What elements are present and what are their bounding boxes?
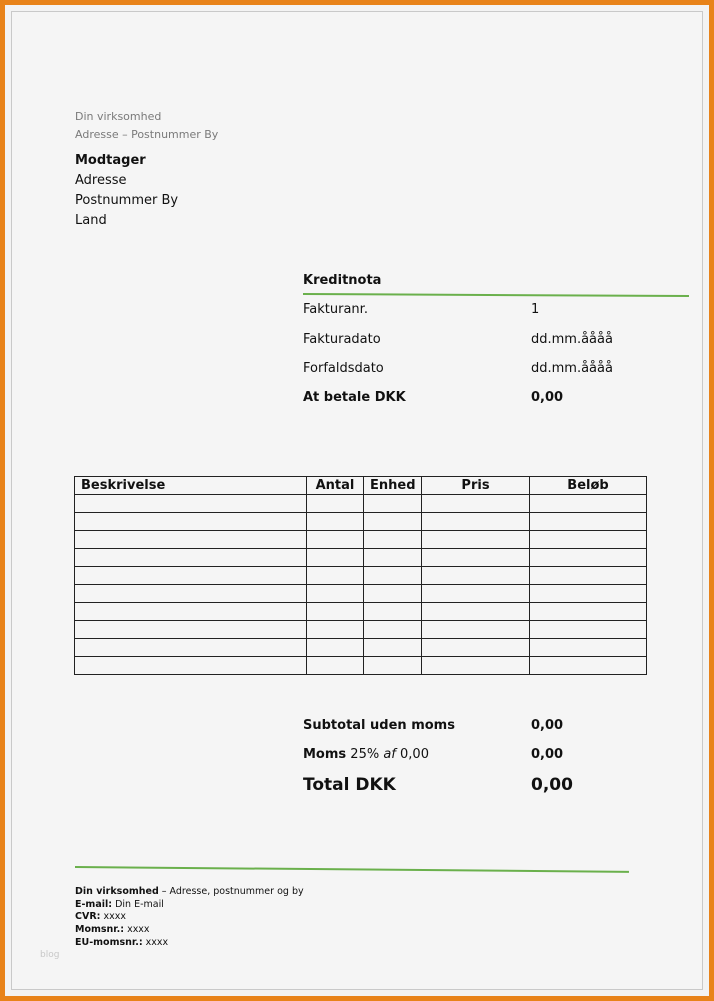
footer-moms-label: Momsnr.: <box>75 924 125 936</box>
table-cell-quantity <box>307 495 364 513</box>
column-header-description: Beskrivelse <box>75 477 307 495</box>
footer-block <box>75 886 304 950</box>
subtotal-value: 0,00 <box>531 718 564 733</box>
table-cell-quantity <box>307 585 364 603</box>
document-title: Kreditnota <box>303 273 382 288</box>
table-cell-unit <box>364 513 422 531</box>
table-cell-quantity <box>307 513 364 531</box>
footer-company-address: – Adresse, postnummer og by <box>158 886 304 897</box>
table-row <box>75 495 647 513</box>
table-cell-unit <box>364 621 422 639</box>
recipient-name: Modtager <box>75 153 146 168</box>
subtotal-label: Subtotal uden moms <box>303 718 455 733</box>
vat-base: 0,00 <box>400 747 429 762</box>
table-cell-amount <box>530 549 647 567</box>
table-cell-description <box>75 549 307 567</box>
sender-company: Din virksomhed <box>75 110 162 123</box>
table-cell-price <box>422 495 530 513</box>
table-row <box>75 567 647 585</box>
sender-address: Adresse – Postnummer By <box>75 128 219 141</box>
field-value-due-date: dd.mm.åååå <box>531 361 613 376</box>
footer-email-line <box>75 899 304 912</box>
table-cell-price <box>422 585 530 603</box>
footer-eumoms-label: EU-momsnr.: <box>75 936 143 948</box>
table-cell-unit <box>364 495 422 513</box>
table-cell-amount <box>530 513 647 531</box>
table-cell-amount <box>530 567 647 585</box>
footer-email-label: E-mail: <box>75 898 113 910</box>
footer-moms-line <box>75 924 304 937</box>
table-row <box>75 585 647 603</box>
column-header-price: Pris <box>422 477 530 495</box>
table-cell-quantity <box>307 567 364 585</box>
table-cell-quantity <box>307 639 364 657</box>
table-cell-price <box>422 621 530 639</box>
table-cell-price <box>422 603 530 621</box>
table-cell-description <box>75 567 307 585</box>
footer-cvr-value: xxxx <box>100 911 126 923</box>
footer-email-value: Din E-mail <box>112 898 164 910</box>
total-label: Total DKK <box>303 775 396 795</box>
vat-rate: 25% <box>350 747 380 762</box>
footer-company: Din virksomhed <box>75 886 159 897</box>
vat-of: af <box>383 747 396 762</box>
table-row <box>75 549 647 567</box>
field-label-amount-due: At betale DKK <box>303 390 406 405</box>
table-cell-quantity <box>307 549 364 567</box>
table-cell-price <box>422 657 530 675</box>
table-cell-price <box>422 531 530 549</box>
field-value-invoice-date: dd.mm.åååå <box>531 332 613 347</box>
table-cell-amount <box>530 585 647 603</box>
table-row <box>75 531 647 549</box>
table-cell-amount <box>530 603 647 621</box>
table-cell-description <box>75 585 307 603</box>
field-label-invoice-number: Fakturanr. <box>303 302 368 317</box>
column-header-unit: Enhed <box>364 477 422 495</box>
table-cell-description <box>75 513 307 531</box>
recipient-postal: Postnummer By <box>75 193 179 208</box>
table-cell-quantity <box>307 621 364 639</box>
footer-cvr-label: CVR: <box>75 911 101 923</box>
recipient-country: Land <box>75 213 107 228</box>
table-cell-description <box>75 639 307 657</box>
field-label-due-date: Forfaldsdato <box>303 361 384 376</box>
table-row <box>75 657 647 675</box>
table-row <box>75 603 647 621</box>
footer-cvr-line <box>75 911 304 924</box>
table-cell-description <box>75 621 307 639</box>
footer-moms-value: xxxx <box>124 924 150 936</box>
table-row <box>75 513 647 531</box>
vat-label <box>303 747 429 762</box>
table-cell-amount <box>530 495 647 513</box>
table-cell-unit <box>364 603 422 621</box>
table-cell-unit <box>364 585 422 603</box>
table-cell-unit <box>364 549 422 567</box>
table-cell-quantity <box>307 531 364 549</box>
table-cell-quantity <box>307 603 364 621</box>
table-cell-amount <box>530 621 647 639</box>
table-cell-price <box>422 513 530 531</box>
table-cell-description <box>75 495 307 513</box>
table-cell-description <box>75 657 307 675</box>
recipient-address: Adresse <box>75 173 127 188</box>
table-cell-description <box>75 603 307 621</box>
table-row <box>75 639 647 657</box>
table-cell-description <box>75 531 307 549</box>
total-value: 0,00 <box>531 775 573 795</box>
footer-eumoms-line <box>75 937 304 950</box>
table-cell-unit <box>364 639 422 657</box>
table-cell-quantity <box>307 657 364 675</box>
table-row <box>75 621 647 639</box>
table-cell-price <box>422 639 530 657</box>
watermark: blog <box>40 950 60 960</box>
line-items-table <box>74 476 647 675</box>
table-cell-price <box>422 549 530 567</box>
table-cell-price <box>422 567 530 585</box>
table-cell-unit <box>364 657 422 675</box>
table-cell-amount <box>530 639 647 657</box>
field-value-invoice-number: 1 <box>531 302 540 317</box>
recipient-block <box>75 151 178 231</box>
footer-eumoms-value: xxxx <box>142 936 169 948</box>
table-cell-unit <box>364 567 422 585</box>
footer-company-line <box>75 886 304 899</box>
field-value-amount-due: 0,00 <box>531 390 564 405</box>
table-cell-unit <box>364 531 422 549</box>
table-header-row <box>75 477 647 495</box>
vat-value: 0,00 <box>531 747 564 762</box>
table-cell-amount <box>530 531 647 549</box>
column-header-amount: Beløb <box>530 477 647 495</box>
field-label-invoice-date: Fakturadato <box>303 332 381 347</box>
vat-label-text: Moms <box>303 747 347 762</box>
table-cell-amount <box>530 657 647 675</box>
column-header-quantity: Antal <box>307 477 364 495</box>
